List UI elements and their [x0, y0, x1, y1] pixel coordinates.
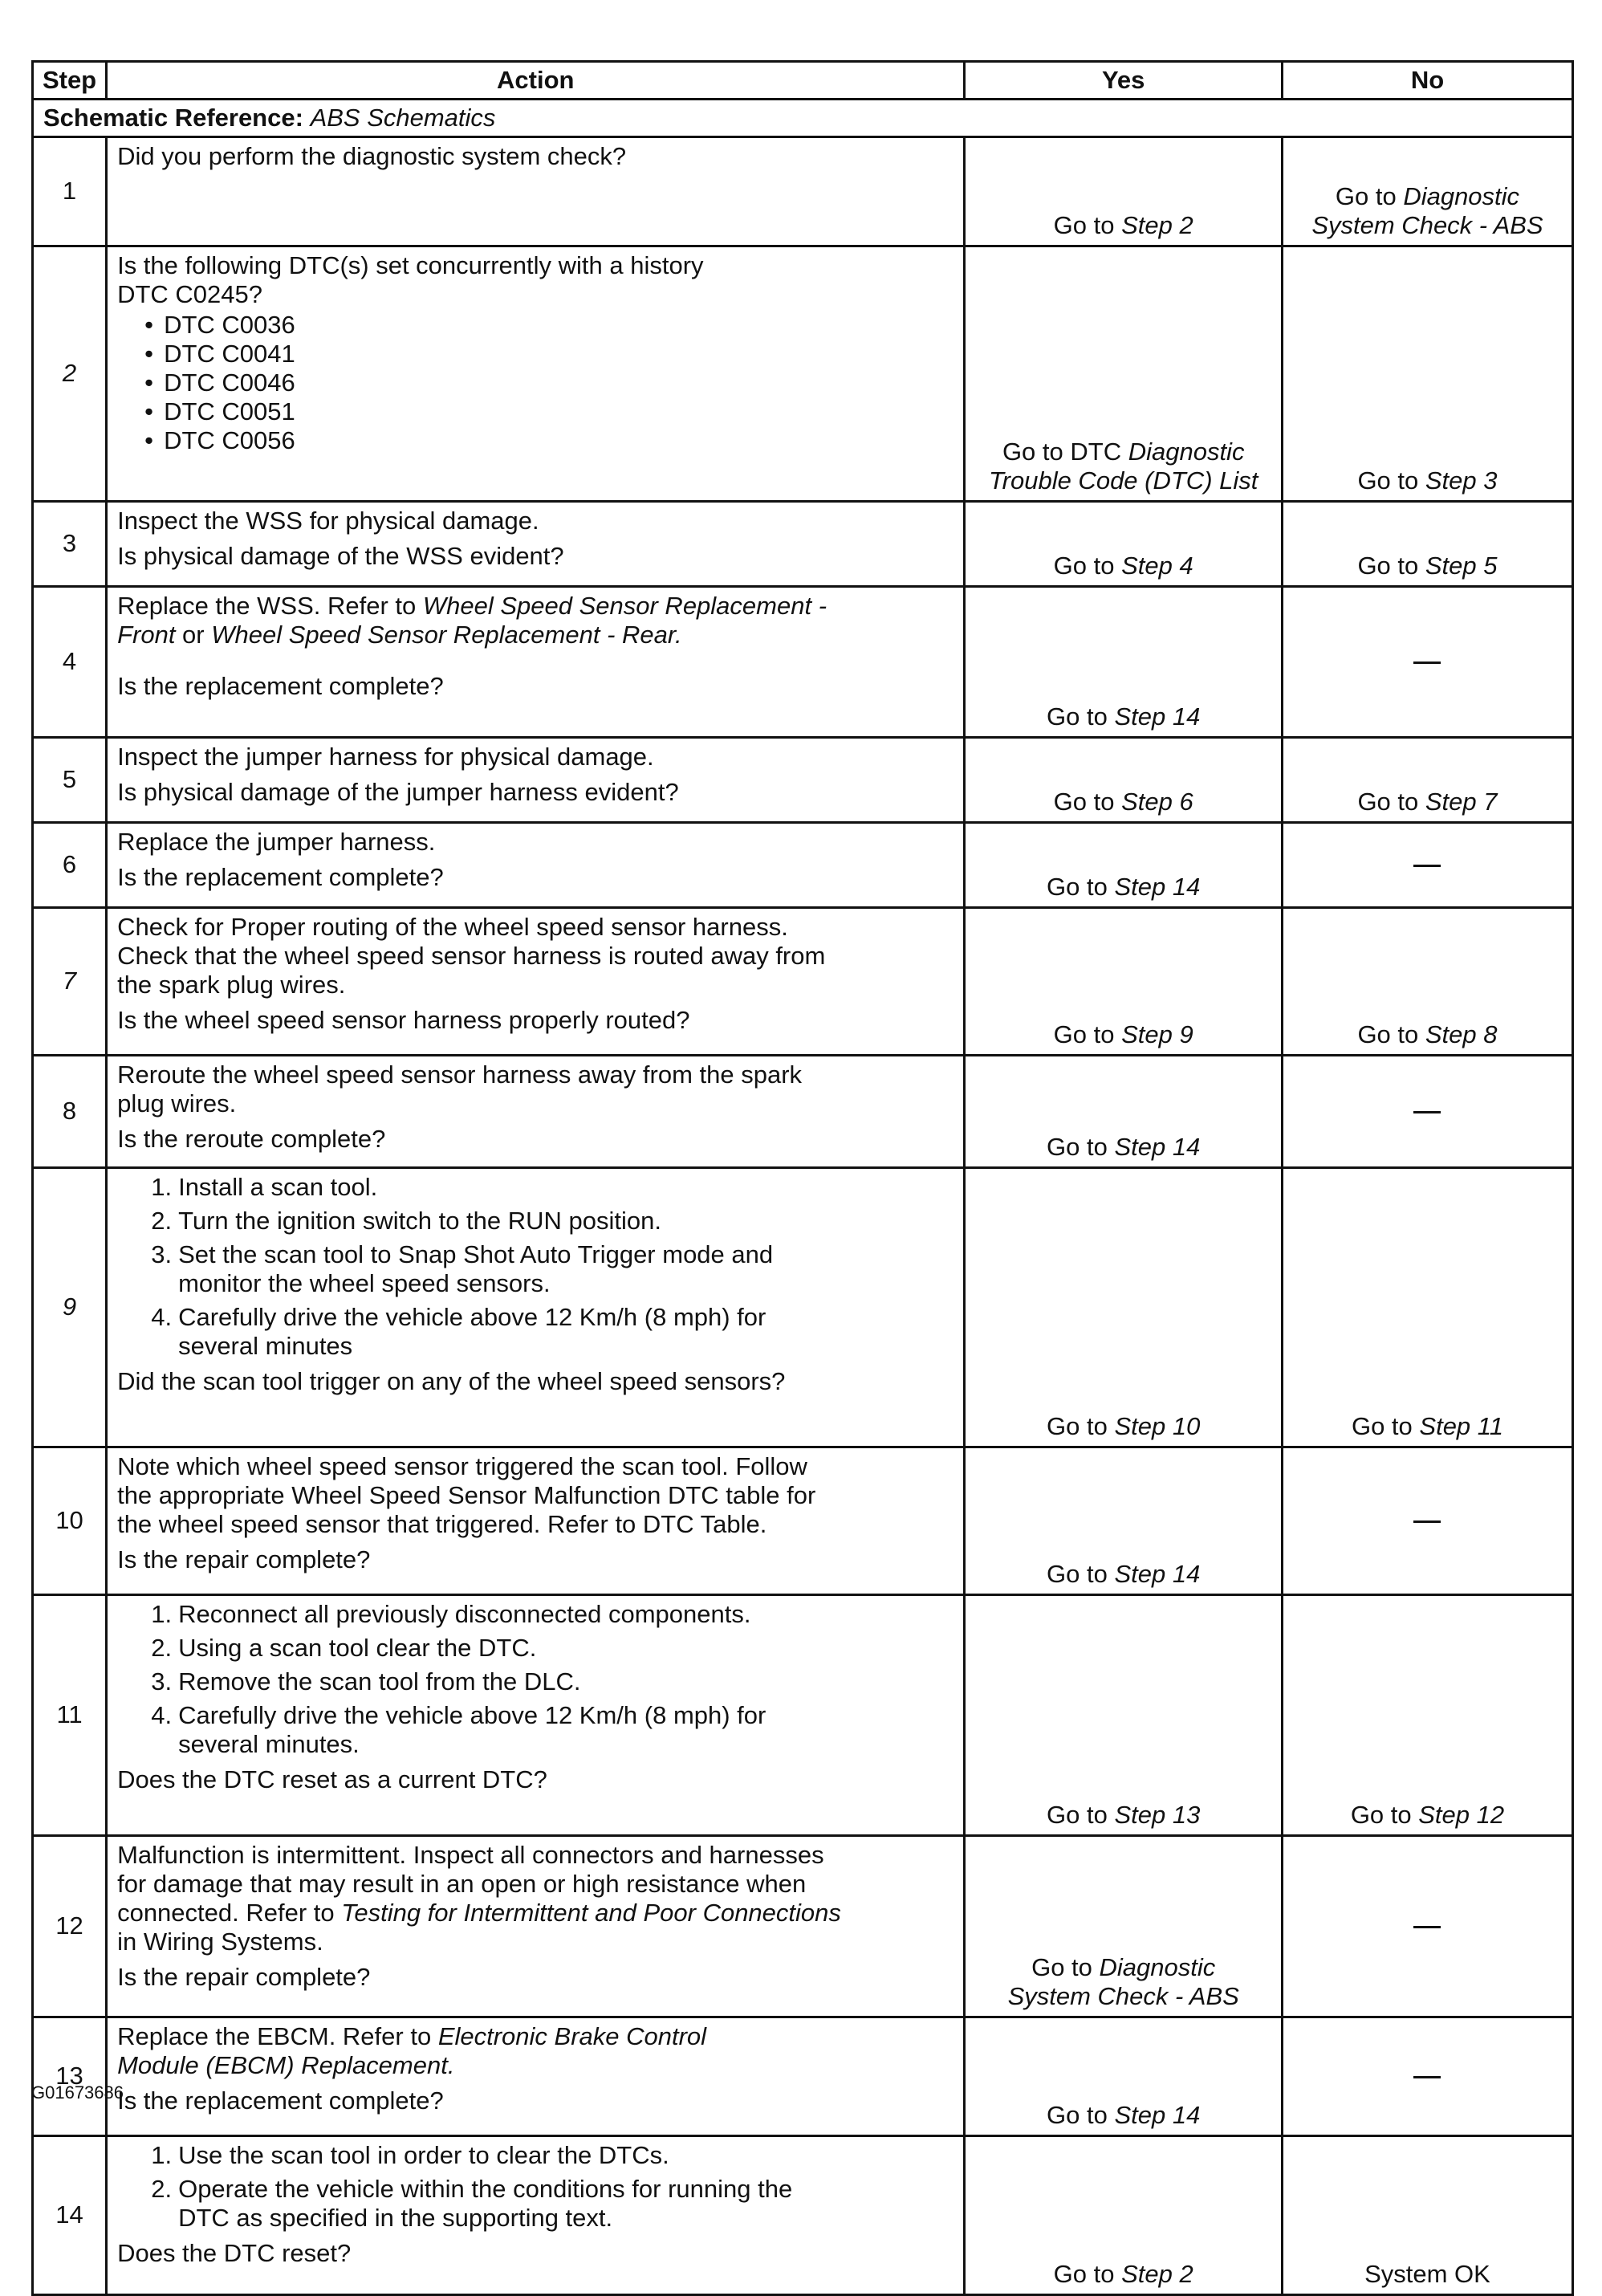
no-text: Step 5 [1425, 551, 1498, 580]
action-text-span: Replace the EBCM. Refer to [117, 2021, 438, 2050]
yes-text: Step 2 [1121, 2259, 1193, 2288]
action-text [117, 1841, 953, 1956]
yes-text: Step 9 [1121, 1020, 1193, 1048]
question-text: Is the repair complete? [117, 1545, 371, 1573]
yes-cell [965, 246, 1283, 501]
action-cell [107, 136, 965, 246]
no-cell [1282, 501, 1572, 586]
procedure-number: 4. [151, 1302, 173, 1331]
no-text: Step 11 [1419, 1411, 1503, 1440]
question-text: Is the replacement complete? [117, 671, 444, 700]
step-number: 4 [62, 646, 77, 675]
yes-text: Go to [1053, 787, 1122, 816]
question-text: Did the scan tool trigger on any of the wheel speed sensors? [117, 1366, 786, 1395]
yes-text: Diagnostic [1128, 438, 1245, 466]
procedure-line: Remove the scan tool from the DLC. [178, 1667, 581, 1696]
yes-text: Step 14 [1114, 1132, 1201, 1161]
action-line: the spark plug wires. [117, 970, 346, 999]
yes-cell [965, 822, 1283, 907]
step-cell [33, 822, 107, 907]
procedure-number: 4. [151, 1700, 173, 1729]
no-cell [1282, 2135, 1572, 2294]
action-cell [107, 737, 965, 822]
header-step: Step [33, 62, 107, 100]
action-cell [107, 1835, 965, 2017]
action-text [117, 592, 953, 649]
step-cell [33, 737, 107, 822]
step-number: 10 [55, 1505, 83, 1534]
action-text-span: Front [117, 620, 176, 649]
procedure-text [178, 1303, 766, 1360]
action-line: Check that the wheel speed sensor harness is routed away from [117, 941, 826, 970]
table-row [33, 1167, 1573, 1447]
yes-text: Go to [1031, 1953, 1100, 1981]
procedure-list-item [151, 2174, 953, 2233]
action-line: Check for Proper routing of the wheel speed sensor harness. [117, 912, 788, 941]
action-text [117, 913, 953, 999]
yes-cell [965, 1835, 1283, 2017]
yes-cell [965, 1167, 1283, 1447]
step-number: 7 [62, 966, 77, 995]
yes-text: Go to [1053, 551, 1122, 580]
procedure-number: 2. [151, 2174, 173, 2203]
action-text [117, 1060, 953, 1118]
figure-code: G01673686 [31, 2082, 124, 2103]
no-cell [1282, 136, 1572, 246]
dash [1413, 1111, 1441, 1113]
action-cell [107, 2017, 965, 2135]
yes-text: Go to [1053, 210, 1122, 239]
dash [1413, 1520, 1441, 1523]
no-cell [1282, 586, 1572, 737]
procedure-text [178, 2141, 669, 2169]
procedure-line: monitor the wheel speed sensors. [178, 1268, 551, 1297]
table-row [33, 1055, 1573, 1167]
yes-cell [965, 2017, 1283, 2135]
step-cell [33, 586, 107, 737]
step-number: 11 [56, 1700, 83, 1728]
no-cell [1282, 246, 1572, 501]
dash [1413, 865, 1441, 867]
header-yes: Yes [965, 62, 1283, 100]
question-text: Does the DTC reset as a current DTC? [117, 1765, 547, 1793]
procedure-list [117, 1173, 953, 1361]
procedure-line: Use the scan tool in order to clear the DTCs. [178, 2140, 669, 2169]
yes-cell [965, 1055, 1283, 1167]
yes-text: Step 14 [1114, 2100, 1201, 2129]
yes-cell [965, 737, 1283, 822]
schematic-label: Schematic Reference: [43, 103, 303, 132]
no-cell [1282, 907, 1572, 1055]
no-text: Step 8 [1425, 1020, 1498, 1048]
step-number: 2 [62, 358, 77, 387]
step-cell [33, 136, 107, 246]
procedure-list-item [151, 1302, 953, 1361]
schematic-value: ABS Schematics [310, 103, 496, 132]
header-row [33, 62, 1573, 100]
procedure-list-item [151, 1206, 953, 1236]
action-text-span: Wheel Speed Sensor Replacement - Rear. [211, 620, 682, 649]
procedure-number: 1. [151, 1172, 173, 1201]
table-row [33, 2017, 1573, 2135]
yes-text: Trouble Code (DTC) List [989, 466, 1258, 495]
procedure-line: several minutes. [178, 1729, 360, 1758]
action-cell [107, 246, 965, 501]
table-row [33, 822, 1573, 907]
no-text: Go to [1335, 182, 1404, 210]
table-row [33, 1594, 1573, 1835]
dtc-list-item: • DTC C0046 [164, 368, 953, 397]
dash [1413, 2076, 1441, 2078]
action-text-span: Testing for Intermittent and Poor Connections [341, 1898, 841, 1927]
no-text: Step 12 [1418, 1800, 1505, 1829]
procedure-text [178, 1207, 661, 1235]
action-text: Replace the jumper harness. [117, 827, 436, 856]
no-cell [1282, 1055, 1572, 1167]
action-text-span: Replace the WSS. Refer to [117, 591, 423, 620]
table-row [33, 2135, 1573, 2294]
action-text: Is the replacement complete? [117, 862, 444, 891]
yes-text: Go to DTC [1002, 438, 1128, 466]
yes-text: Step 10 [1114, 1411, 1201, 1440]
action-cell [107, 1594, 965, 1835]
dtc-list-item: • DTC C0056 [164, 426, 953, 455]
table-body [33, 99, 1573, 2294]
procedure-list [117, 2141, 953, 2233]
yes-cell [965, 907, 1283, 1055]
dtc-list [117, 311, 953, 455]
header-action: Action [107, 62, 965, 100]
no-text: Step 3 [1425, 466, 1498, 495]
procedure-text [178, 1173, 377, 1201]
action-line: plug wires. [117, 1089, 237, 1117]
question-text: Is the wheel speed sensor harness properly routed? [117, 1005, 690, 1034]
step-number: 3 [62, 528, 77, 557]
no-text: Diagnostic [1403, 182, 1520, 210]
step-cell [33, 246, 107, 501]
diagnostic-table [31, 60, 1574, 2296]
procedure-line: Using a scan tool clear the DTC. [178, 1633, 537, 1662]
no-cell [1282, 822, 1572, 907]
table-row [33, 501, 1573, 586]
step-cell [33, 1167, 107, 1447]
yes-text: System Check - ABS [1007, 1981, 1239, 2010]
dash [1413, 662, 1441, 664]
yes-cell [965, 136, 1283, 246]
no-text: Go to [1350, 1800, 1419, 1829]
no-text: Go to [1357, 1020, 1425, 1048]
question-text: Does the DTC reset? [117, 2238, 352, 2267]
action-text: Did you perform the diagnostic system check? [117, 141, 627, 170]
yes-cell [965, 501, 1283, 586]
yes-text: Go to [1047, 702, 1115, 731]
no-text: Go to [1357, 551, 1425, 580]
action-cell [107, 1167, 965, 1447]
step-number: 9 [62, 1292, 77, 1321]
yes-text: Go to [1047, 1800, 1115, 1829]
no-cell [1282, 1594, 1572, 1835]
step-number: 13 [55, 2061, 83, 2090]
step-cell [33, 2135, 107, 2294]
action-text-span: Electronic Brake Control [437, 2021, 707, 2050]
action-text-span: Wheel Speed Sensor Replacement - [422, 591, 827, 620]
question-text: Is the reroute complete? [117, 1124, 386, 1153]
yes-text: Step 13 [1114, 1800, 1201, 1829]
step-cell [33, 1594, 107, 1835]
action-line: DTC C0245? [117, 279, 262, 308]
procedure-text [178, 1600, 750, 1628]
procedure-line: several minutes [178, 1331, 353, 1360]
table-row [33, 586, 1573, 737]
procedure-number: 3. [151, 1667, 173, 1696]
table-row [33, 907, 1573, 1055]
no-text: System Check - ABS [1311, 210, 1543, 239]
procedure-list-item [151, 2140, 953, 2170]
procedure-line: Turn the ignition switch to the RUN position. [178, 1206, 661, 1235]
table-row [33, 136, 1573, 246]
step-cell [33, 501, 107, 586]
dtc-list-item: • DTC C0036 [164, 311, 953, 340]
action-text-span: for damage that may result in an open or high resistance when [117, 1869, 807, 1898]
action-text: Inspect the jumper harness for physical damage. [117, 742, 654, 771]
procedure-text [178, 1701, 766, 1758]
dash [1413, 1926, 1441, 1928]
action-text [117, 2022, 953, 2080]
no-cell [1282, 1167, 1572, 1447]
action-text: Is physical damage of the jumper harness evident? [117, 777, 679, 806]
step-cell [33, 1055, 107, 1167]
action-cell [107, 586, 965, 737]
yes-cell [965, 1447, 1283, 1594]
action-cell [107, 1055, 965, 1167]
action-line: the wheel speed sensor that triggered. Refer to DTC Table. [117, 1509, 767, 1538]
action-cell [107, 822, 965, 907]
procedure-text [178, 2175, 792, 2232]
action-cell [107, 2135, 965, 2294]
procedure-line: DTC as specified in the supporting text. [178, 2203, 613, 2232]
action-text [117, 251, 953, 309]
yes-text: Step 14 [1114, 702, 1201, 731]
step-number: 14 [55, 2200, 83, 2229]
yes-text: Step 4 [1121, 551, 1193, 580]
yes-cell [965, 1594, 1283, 1835]
procedure-list [117, 1600, 953, 1759]
no-text: Step 7 [1425, 787, 1498, 816]
step-number: 8 [62, 1096, 77, 1125]
step-cell [33, 1835, 107, 2017]
table-row [33, 246, 1573, 501]
procedure-list-item [151, 1667, 953, 1696]
step-cell [33, 907, 107, 1055]
action-text [117, 1452, 953, 1539]
table-row [33, 1447, 1573, 1594]
schematic-reference-row [33, 99, 1573, 136]
action-line: Is the following DTC(s) set concurrently with a history [117, 250, 704, 279]
yes-text: Go to [1047, 872, 1115, 901]
action-text-span: Module (EBCM) Replacement. [117, 2050, 455, 2079]
yes-text: Go to [1047, 2100, 1115, 2129]
action-line: Note which wheel speed sensor triggered the scan tool. Follow [117, 1451, 807, 1480]
action-text: Inspect the WSS for physical damage. [117, 506, 539, 535]
procedure-list-item [151, 1700, 953, 1759]
procedure-text [178, 1240, 773, 1297]
procedure-list-item [151, 1633, 953, 1663]
step-cell [33, 2017, 107, 2135]
yes-text: Go to [1047, 1559, 1115, 1588]
step-cell [33, 1447, 107, 1594]
procedure-line: Install a scan tool. [178, 1172, 378, 1201]
step-number: 6 [62, 849, 77, 878]
question-text: Is the repair complete? [117, 1962, 371, 1991]
action-line: Reroute the wheel speed sensor harness away from the spark [117, 1060, 803, 1089]
yes-text: Step 14 [1114, 872, 1201, 901]
procedure-text [178, 1667, 580, 1696]
yes-cell [965, 586, 1283, 737]
action-line: the appropriate Wheel Speed Sensor Malfunction DTC table for [117, 1480, 816, 1509]
table-row [33, 737, 1573, 822]
procedure-line: Carefully drive the vehicle above 12 Km/h (8 mph) for [178, 1700, 766, 1729]
no-text: Go to [1351, 1411, 1420, 1440]
no-cell [1282, 1447, 1572, 1594]
step-number: 1 [62, 176, 77, 205]
yes-text: Diagnostic [1099, 1953, 1216, 1981]
procedure-number: 1. [151, 1599, 173, 1628]
procedure-list-item [151, 1172, 953, 1202]
procedure-line: Carefully drive the vehicle above 12 Km/h (8 mph) for [178, 1302, 766, 1331]
step-number: 5 [62, 764, 77, 793]
yes-text: Step 14 [1114, 1559, 1201, 1588]
step-number: 12 [55, 1911, 83, 1940]
procedure-list-item [151, 1599, 953, 1629]
action-text: Is physical damage of the WSS evident? [117, 541, 564, 570]
no-cell [1282, 737, 1572, 822]
question-text: Is the replacement complete? [117, 2086, 444, 2115]
procedure-line: Reconnect all previously disconnected components. [178, 1599, 751, 1628]
yes-text: Go to [1047, 1132, 1115, 1161]
yes-text: Go to [1053, 2259, 1122, 2288]
dtc-list-item: • DTC C0051 [164, 397, 953, 426]
procedure-text [178, 1634, 536, 1662]
action-cell [107, 501, 965, 586]
yes-cell [965, 2135, 1283, 2294]
yes-text: Step 6 [1121, 787, 1193, 816]
procedure-number: 2. [151, 1633, 173, 1662]
action-cell [107, 907, 965, 1055]
action-text-span: in Wiring Systems. [117, 1927, 323, 1956]
yes-text: Step 2 [1121, 210, 1193, 239]
action-text-span: Malfunction is intermittent. Inspect all connectors and harnesses [117, 1840, 824, 1869]
procedure-line: Operate the vehicle within the conditions for running the [178, 2174, 793, 2203]
procedure-list-item [151, 1240, 953, 1298]
yes-text: Go to [1053, 1020, 1122, 1048]
procedure-line: Set the scan tool to Snap Shot Auto Trigger mode and [178, 1240, 774, 1268]
action-text-span: or [175, 620, 212, 649]
table-row [33, 1835, 1573, 2017]
action-cell [107, 1447, 965, 1594]
yes-text: Go to [1047, 1411, 1115, 1440]
no-text: Go to [1357, 787, 1425, 816]
procedure-number: 3. [151, 1240, 173, 1268]
procedure-number: 1. [151, 2140, 173, 2169]
dtc-list-item: • DTC C0041 [164, 340, 953, 368]
procedure-number: 2. [151, 1206, 173, 1235]
no-text: Go to [1357, 466, 1425, 495]
no-text: System OK [1364, 2259, 1490, 2288]
header-no: No [1282, 62, 1572, 100]
no-cell [1282, 2017, 1572, 2135]
no-cell [1282, 1835, 1572, 2017]
action-text-span: connected. Refer to [117, 1898, 342, 1927]
